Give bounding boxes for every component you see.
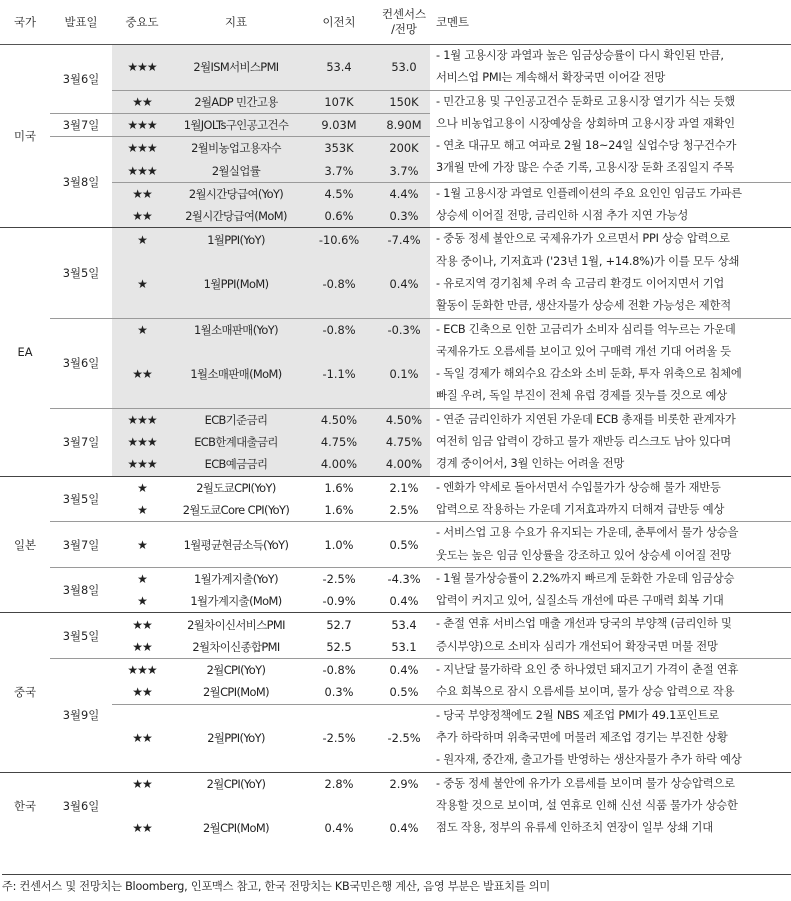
- importance-stars: ★★★: [112, 431, 172, 453]
- indicator-name: 1월소매판매(YoY): [172, 318, 300, 341]
- comment-line: 작용할 것으로 보이며, 설 연휴로 인해 신선 식품 물가가 상승한: [436, 798, 738, 812]
- comment-cell: [430, 45, 791, 91]
- previous-value: 4.50%: [300, 408, 378, 431]
- consensus-value: 200K: [378, 137, 430, 160]
- previous-value: -0.9%: [322, 594, 356, 609]
- importance-stars: ★: [112, 567, 172, 590]
- table-row: [0, 408, 791, 431]
- consensus-value: 4.50%: [378, 408, 430, 431]
- previous-value: 52.7: [300, 613, 378, 636]
- comment-line: - 지난달 물가하락 요인 중 하나였던 돼지고기 가격이 춘절 연휴: [436, 663, 739, 677]
- consensus-value: 8.90M: [378, 113, 430, 136]
- importance-stars: ★: [112, 251, 172, 318]
- indicator-name: 2월시간당급여(MoM): [172, 205, 300, 228]
- importance-stars: ★★★: [112, 453, 172, 476]
- comment-line: - 1월 물가상승률이 2.2%까지 빠르게 둔화한 가운데 임금상승: [436, 571, 735, 585]
- previous-value: 1.6%: [300, 476, 378, 499]
- previous-value: 4.5%: [300, 182, 378, 205]
- previous-value: -1.1%: [300, 341, 378, 408]
- country-us: 미국: [0, 45, 50, 228]
- table-row: [0, 567, 791, 590]
- comment-line: 경계 중이어서, 3월 인하는 어려울 전망: [436, 457, 625, 471]
- comment-line: 압력으로 작용하는 가운데 기저효과까지 더해져 급반등 예상: [436, 502, 725, 516]
- table-row: [0, 772, 791, 795]
- comment-line: - 원자재, 중간재, 출고가를 반영하는 생산자물가 추가 하락 예상: [436, 753, 742, 767]
- consensus-value: 0.5%: [378, 522, 430, 568]
- comment-cell: [430, 567, 791, 613]
- comment-line: - ECB 긴축으로 인한 고금리가 소비자 심리를 억누르는 가운데: [436, 322, 736, 336]
- country-kr: 한국: [0, 772, 50, 839]
- comment-line: 으나 비농업고용이 시장예상을 상회하며 고용시장 과열 재확인: [436, 116, 735, 130]
- importance-stars: ★★: [112, 90, 172, 113]
- date-cell: 3월7일: [50, 522, 112, 568]
- header-consensus-2: /전망: [391, 22, 417, 36]
- date-cell: 3월8일: [50, 137, 112, 228]
- date-cell: 3월6일: [50, 318, 112, 408]
- importance-stars: ★: [112, 476, 172, 499]
- previous-value: 353K: [300, 137, 378, 160]
- consensus-value: 4.75%: [378, 431, 430, 453]
- consensus-value: 2.1%: [378, 476, 430, 499]
- table-row: [0, 90, 791, 113]
- table-row: [0, 182, 791, 205]
- importance-stars: ★★★: [112, 159, 172, 182]
- comment-line: 빠질 우려, 독일 부진이 전체 유럽 경제를 짓누를 것으로 예상: [436, 389, 728, 403]
- previous-value: 53.4: [300, 45, 378, 91]
- consensus-value: 0.3%: [378, 205, 430, 228]
- importance-stars: ★★★: [112, 408, 172, 431]
- comment-line: - 춘절 연휴 서비스업 매출 개선과 당국의 부양책 (금리인하 및: [436, 617, 732, 631]
- comment-line: 서비스업 PMI는 계속해서 확장국면 이어갈 전망: [436, 71, 666, 85]
- previous-value: 1.6%: [324, 503, 354, 518]
- header-row: [0, 0, 791, 45]
- consensus-value: 4.00%: [378, 453, 430, 476]
- importance-stars: ★★: [132, 639, 152, 654]
- comment-line: 작용 중이나, 기저효과 ('23년 1월, +14.8%)가 이를 모두 상쇄: [436, 254, 740, 268]
- indicator-name: 2월CPI(MoM): [203, 821, 269, 836]
- comment-cell: [430, 408, 791, 476]
- importance-stars: ★: [112, 522, 172, 568]
- comment-line: - 서비스업 고용 수요가 유지되는 가운데, 춘투에서 물가 상승을: [436, 526, 739, 540]
- comment-cell: [430, 476, 791, 522]
- comment-line: - 엔화가 약세로 돌아서면서 수입물가가 상승해 물가 재반등: [436, 480, 721, 494]
- indicator-name: 2월차이신종합PMI: [192, 639, 280, 654]
- header-indicator: 지표: [172, 0, 300, 45]
- date-cell: 3월6일: [50, 772, 112, 839]
- importance-stars: ★★: [112, 182, 172, 205]
- consensus-value: 0.1%: [378, 341, 430, 408]
- indicator-name: ECB예금금리: [172, 453, 300, 476]
- country-cn: 중국: [0, 613, 50, 772]
- consensus-value: 4.4%: [378, 182, 430, 205]
- consensus-value: -0.3%: [378, 318, 430, 341]
- previous-value: 4.00%: [300, 453, 378, 476]
- date-cell: 3월5일: [50, 476, 112, 522]
- indicator-name: 1월소매판매(MoM): [172, 341, 300, 408]
- previous-value: -0.8%: [300, 659, 378, 682]
- indicator-name: 2월실업률: [172, 159, 300, 182]
- importance-stars: ★: [137, 503, 147, 518]
- previous-value: 4.75%: [300, 431, 378, 453]
- consensus-value: 0.4%: [378, 251, 430, 318]
- importance-stars: ★★★: [112, 45, 172, 91]
- header-date: 발표일: [50, 0, 112, 45]
- consensus-value: 150K: [378, 90, 430, 113]
- importance-stars: ★★★: [112, 659, 172, 682]
- consensus-value: 0.4%: [389, 594, 419, 609]
- consensus-value: 2.9%: [378, 772, 430, 795]
- indicator-name: 2월도쿄Core CPI(YoY): [182, 503, 290, 518]
- table-row: [0, 659, 791, 682]
- header-consensus: [378, 0, 430, 45]
- importance-stars: ★★: [112, 772, 172, 795]
- date-cell: 3월7일: [50, 113, 112, 136]
- indicator-name: 2월비농업고용자수: [172, 137, 300, 160]
- importance-stars: ★: [137, 594, 147, 609]
- indicator-name: ECB기준금리: [172, 408, 300, 431]
- comment-line: 국제유가도 오름세를 보이고 있어 구매력 개선 기대 어려울 듯: [436, 344, 731, 358]
- date-cell: 3월8일: [50, 567, 112, 613]
- table-row: [0, 45, 791, 91]
- comment-line: 웃도는 높은 임금 인상률을 강조하고 있어 상승세 이어질 전망: [436, 548, 731, 562]
- previous-value: 0.6%: [300, 205, 378, 228]
- importance-stars: ★★: [112, 205, 172, 228]
- importance-stars: ★★★: [112, 113, 172, 136]
- indicator-name: 1월PPI(MoM): [172, 251, 300, 318]
- importance-stars: ★: [112, 318, 172, 341]
- indicator-name: 2월차이신서비스PMI: [172, 613, 300, 636]
- country-jp: 일본: [0, 476, 50, 613]
- comment-cell: [430, 228, 791, 318]
- previous-value: -2.5%: [300, 567, 378, 590]
- table-row: [0, 613, 791, 636]
- indicator-name: 1월평균현금소득(YoY): [172, 522, 300, 568]
- header-importance: 중요도: [112, 0, 172, 45]
- indicator-name: 1월JOLTs구인공고건수: [172, 113, 300, 136]
- importance-stars: ★★: [112, 704, 172, 772]
- country-ea: EA: [0, 228, 50, 476]
- comment-line: 추가 하락하며 위축국면에 머물러 제조업 경기는 부진한 상황: [436, 730, 728, 744]
- comment-cell: [430, 182, 791, 228]
- footnote: 주: 컨센서스 및 전망치는 Bloomberg, 인포맥스 참고, 한국 전망치는 KB국민은행 계산, 음영 부분은 발표치를 의미: [2, 874, 791, 894]
- previous-value: 52.5: [326, 639, 352, 654]
- comment-cell: [430, 522, 791, 568]
- comment-line: - 1월 고용시장 과열과 높은 임금상승률이 다시 확인된 만큼,: [436, 49, 724, 62]
- comment-line: 상승세 이어질 전망, 금리인하 시점 추가 지연 가능성: [436, 209, 689, 223]
- previous-value: -0.8%: [300, 251, 378, 318]
- indicator-name: 2월CPI(YoY): [172, 659, 300, 682]
- consensus-value: -4.3%: [378, 567, 430, 590]
- consensus-value: 0.5%: [389, 685, 419, 700]
- date-cell: 3월6일: [50, 45, 112, 114]
- date-cell: 3월7일: [50, 408, 112, 476]
- importance-stars: ★★: [132, 685, 152, 700]
- previous-value: 107K: [300, 90, 378, 113]
- previous-value: 0.3%: [324, 685, 354, 700]
- indicator-name: 2월ADP 민간고용: [172, 90, 300, 113]
- importance-stars: ★: [112, 228, 172, 251]
- indicator-name: 2월ISM서비스PMI: [172, 45, 300, 91]
- indicator-name: 2월PPI(YoY): [172, 704, 300, 772]
- previous-value: -10.6%: [300, 228, 378, 251]
- indicator-name: 2월CPI(MoM): [203, 685, 269, 700]
- comment-cell: [430, 704, 791, 772]
- indicator-name: 1월가계지출(MoM): [190, 594, 282, 609]
- indicator-name: ECB한계대출금리: [172, 431, 300, 453]
- consensus-value: 53.1: [391, 639, 417, 654]
- importance-stars: ★★★: [112, 137, 172, 160]
- previous-value: 2.8%: [300, 772, 378, 795]
- comment-line: 활동이 둔화한 만큼, 생산자물가 상승세 전환 가능성은 제한적: [436, 299, 731, 313]
- comment-line: 수요 회복으로 잠시 오름세를 보이며, 물가 상승 압력으로 작용: [436, 685, 735, 699]
- importance-stars: ★★: [112, 341, 172, 408]
- comment-line: - 당국 부양정책에도 2월 NBS 제조업 PMI가 49.1포인트로: [436, 708, 719, 722]
- comment-cell: [430, 90, 791, 182]
- comment-cell: [430, 659, 791, 705]
- comment-line: - 유로지역 경기침체 우려 속 고금리 환경도 이어지면서 기업: [436, 276, 725, 290]
- header-consensus-1: 컨센서스: [381, 7, 426, 21]
- date-cell: 3월5일: [50, 228, 112, 318]
- indicator-name: 2월도쿄CPI(YoY): [172, 476, 300, 499]
- consensus-value: -7.4%: [378, 228, 430, 251]
- comment-line: - 1월 고용시장 과열로 인플레이션의 주요 요인인 임금도 가파른: [436, 186, 742, 200]
- previous-value: 0.4%: [324, 821, 354, 836]
- comment-cell: [430, 613, 791, 659]
- comment-line: 압력이 커지고 있어, 실질소득 개선에 따른 구매력 회복 기대: [436, 594, 724, 608]
- previous-value: 9.03M: [300, 113, 378, 136]
- indicator-name: 1월가계지출(YoY): [172, 567, 300, 590]
- comment-line: - 연초 대규모 해고 여파로 2월 18~24일 실업수당 청구건수가: [436, 139, 737, 153]
- consensus-value: 0.4%: [378, 659, 430, 682]
- indicator-name: 2월시간당급여(YoY): [172, 182, 300, 205]
- consensus-value: 0.4%: [389, 821, 419, 836]
- previous-value: -2.5%: [300, 704, 378, 772]
- comment-line: - 중동 정세 불안에 유가가 오름세를 보이며 물가 상승압력으로: [436, 776, 735, 790]
- previous-value: -0.8%: [300, 318, 378, 341]
- consensus-value: 53.4: [378, 613, 430, 636]
- header-comment: 코멘트: [430, 0, 791, 45]
- previous-value: 1.0%: [300, 522, 378, 568]
- header-previous: 이전치: [300, 0, 378, 45]
- comment-cell: [430, 772, 791, 839]
- comment-line: 3개월 만에 가장 많은 수준 기록, 고용시장 둔화 조짐일지 주목: [436, 161, 735, 175]
- consensus-value: 2.5%: [389, 503, 419, 518]
- comment-line: - 민간고용 및 구인공고건수 둔화로 고용시장 열기가 식는 듯했: [436, 94, 735, 108]
- comment-line: 증시부양)으로 소비자 심리가 개선되어 확장국면 머물 전망: [436, 639, 718, 653]
- comment-line: - 중동 정세 불안으로 국제유가가 오르면서 PPI 상승 압력으로: [436, 232, 730, 246]
- previous-value: 3.7%: [300, 159, 378, 182]
- comment-line: 여전히 임금 압력이 강하고 물가 재반등 리스크도 남아 있다며: [436, 435, 731, 449]
- consensus-value: 3.7%: [378, 159, 430, 182]
- importance-stars: ★★: [112, 613, 172, 636]
- indicator-name: 1월PPI(YoY): [172, 228, 300, 251]
- header-country: 국가: [0, 0, 50, 45]
- consensus-value: 53.0: [378, 45, 430, 91]
- consensus-value: -2.5%: [378, 704, 430, 772]
- comment-line: - 연준 금리인하가 지연된 가운데 ECB 총재를 비롯한 관계자가: [436, 412, 736, 426]
- table-row: [0, 476, 791, 499]
- date-cell: 3월9일: [50, 659, 112, 772]
- comment-line: - 독일 경제가 해외수요 감소와 소비 둔화, 투자 위축으로 침체에: [436, 367, 742, 381]
- indicator-name: 2월CPI(YoY): [172, 772, 300, 795]
- comment-cell: [430, 318, 791, 408]
- date-cell: 3월5일: [50, 613, 112, 659]
- comment-line: 점도 작용, 정부의 유류세 인하조치 연장이 일부 상쇄 기대: [436, 821, 713, 835]
- importance-stars: ★★: [132, 821, 152, 836]
